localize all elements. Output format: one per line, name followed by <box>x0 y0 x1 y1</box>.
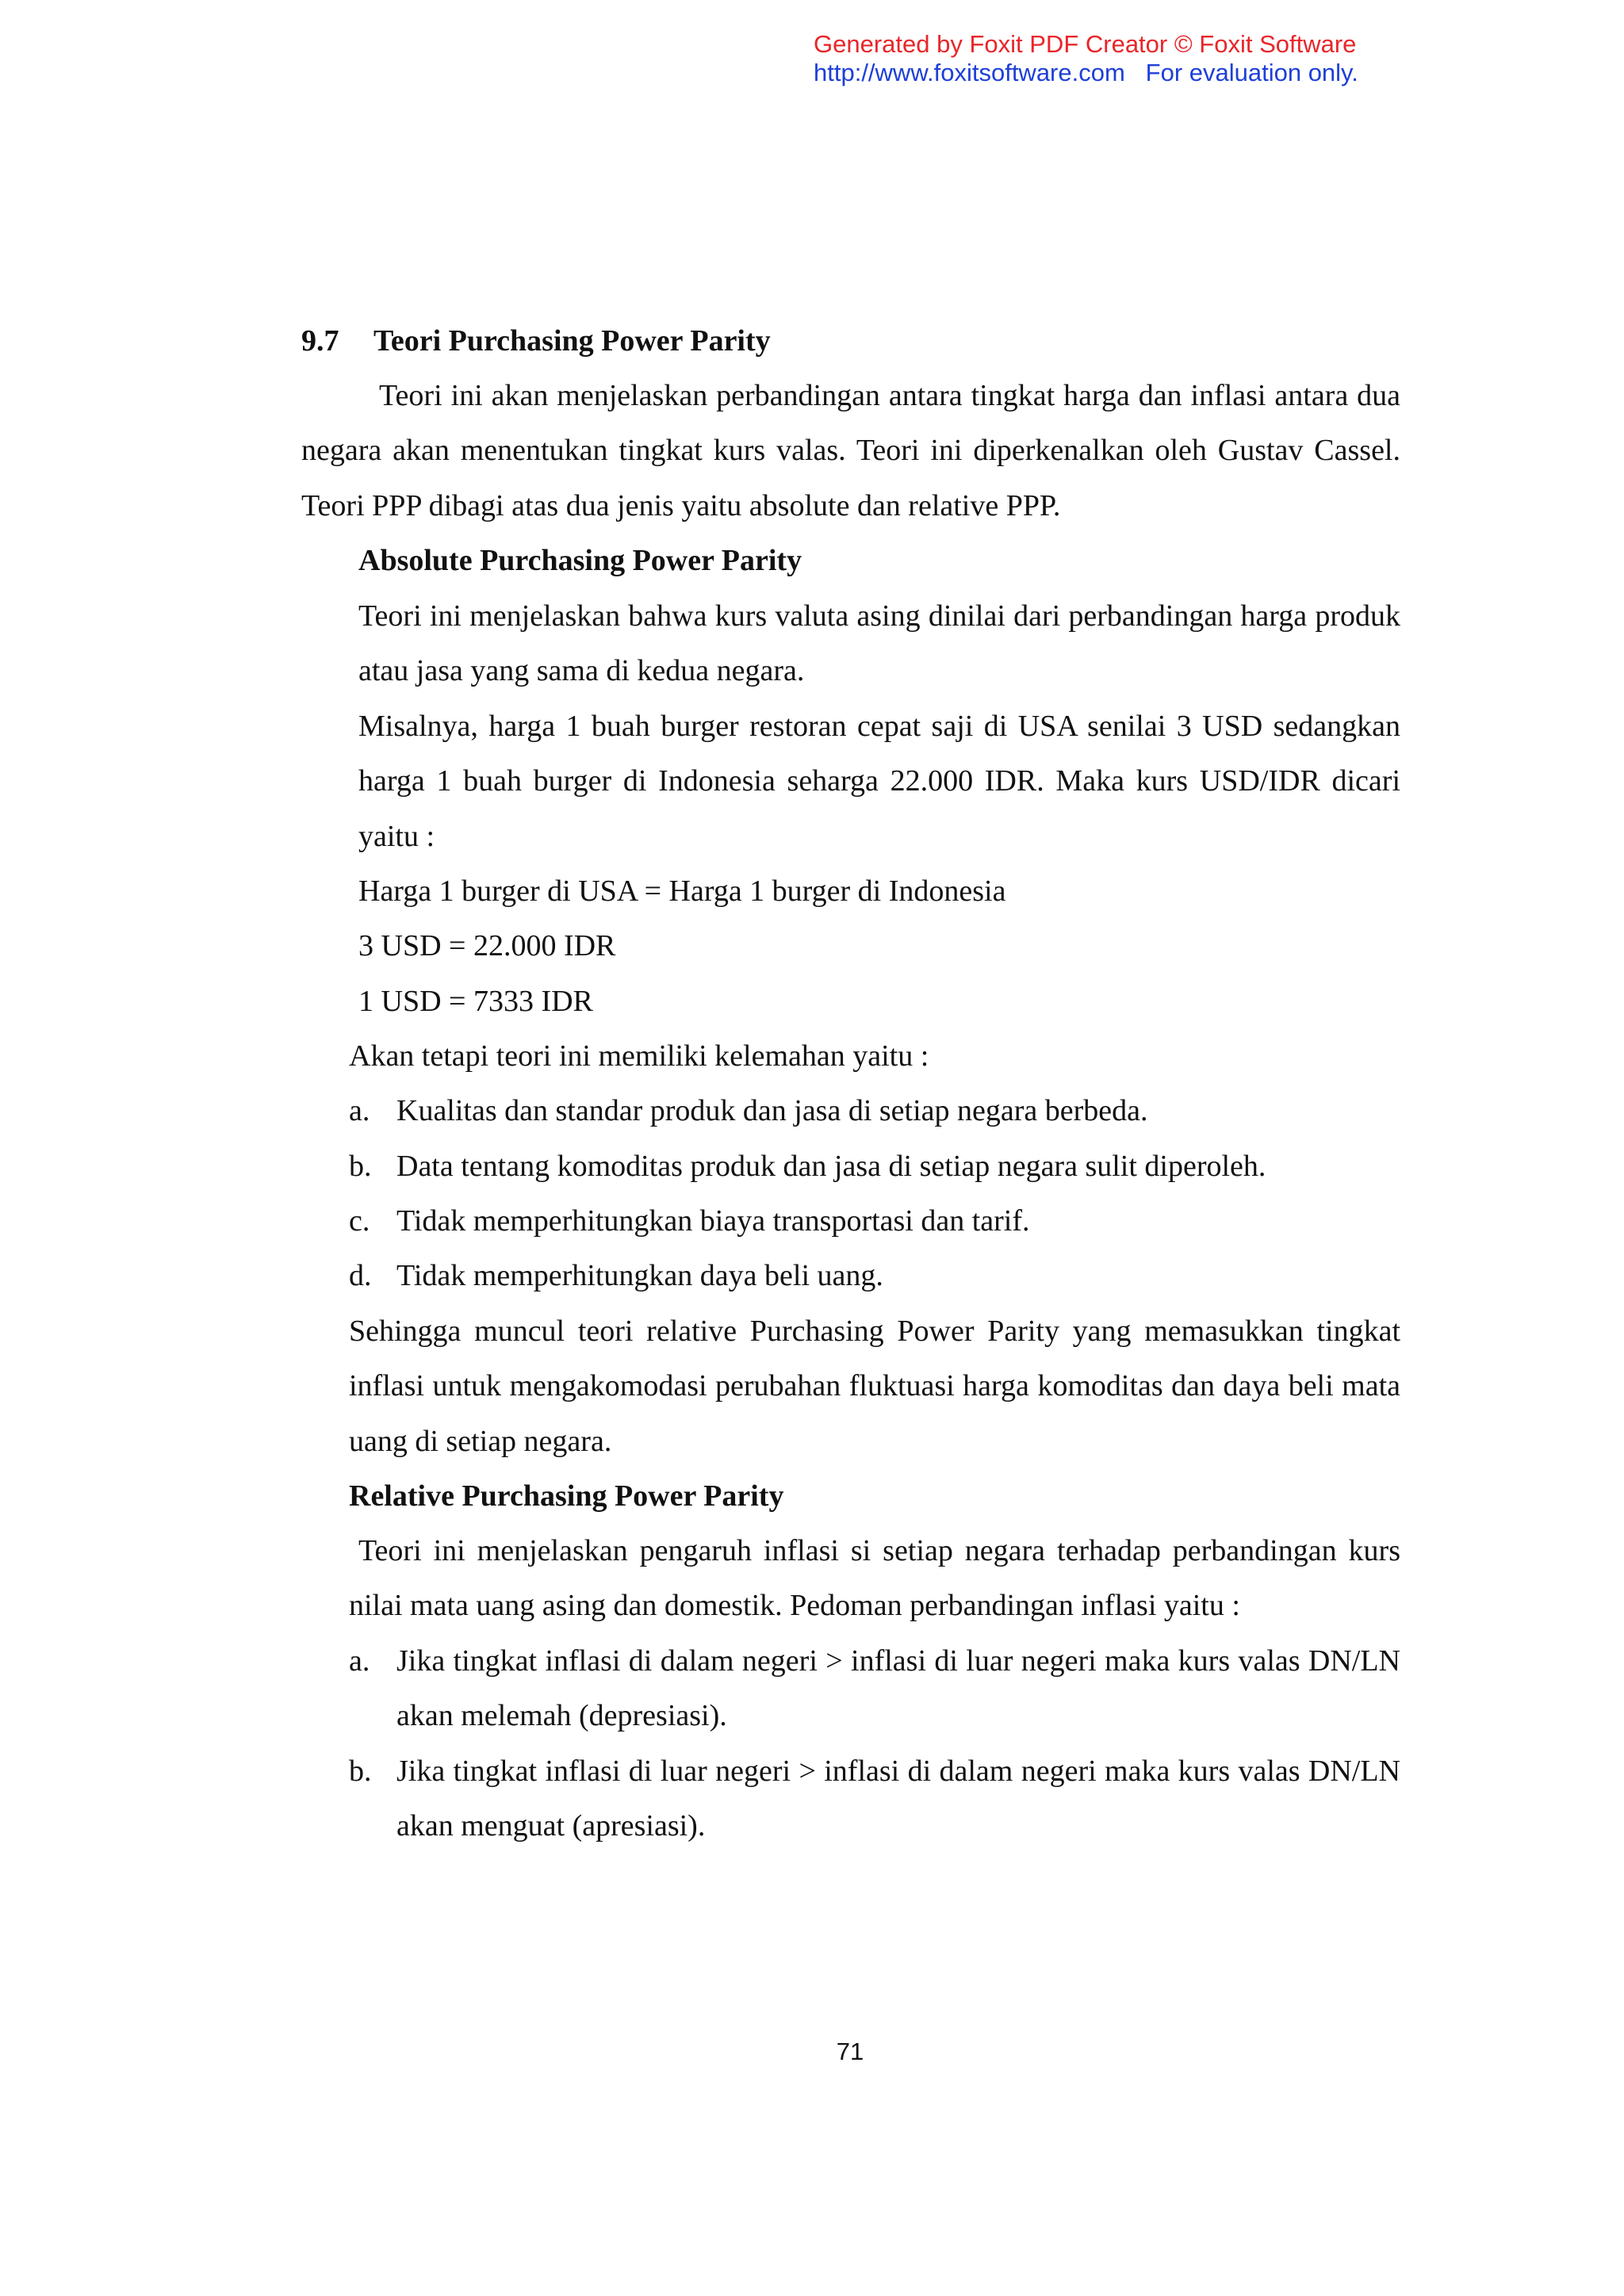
watermark <box>814 30 1607 87</box>
section-heading <box>301 314 771 369</box>
list-item <box>349 1139 1400 1195</box>
weakness-intro: Akan tetapi teori ini memiliki kelemahan yaitu : <box>349 1039 929 1073</box>
absolute-ppp-definition: Teori ini menjelaskan bahwa kurs valuta asing dinilai dari perbandingan harga produk atau jasa yang sama di kedua negara. <box>358 599 1400 688</box>
equation-line: 1 USD = 7333 IDR <box>358 985 593 1018</box>
relative-ppp-heading: Relative Purchasing Power Parity <box>349 1479 784 1513</box>
equation-line: 3 USD = 22.000 IDR <box>358 929 616 962</box>
list-item <box>349 1249 1400 1304</box>
relative-transition-paragraph: Sehingga muncul teori relative Purchasing Power Parity yang memasukkan tingkat inflasi untuk mengakomodasi perubahan fluktuasi harga komoditas dan daya beli mata uang di setiap negara. <box>349 1314 1400 1458</box>
list-text: Jika tingkat inflasi di luar negeri > inflasi di dalam negeri maka kurs valas DN/LN akan menguat (apresiasi). <box>396 1755 1400 1843</box>
list-text: Data tentang komoditas produk dan jasa di setiap negara sulit diperoleh. <box>396 1150 1266 1183</box>
absolute-ppp-heading: Absolute Purchasing Power Parity <box>358 544 802 577</box>
list-marker: b. <box>349 1755 372 1788</box>
list-marker: c. <box>349 1204 370 1238</box>
absolute-ppp-example: Misalnya, harga 1 buah burger restoran cepat saji di USA senilai 3 USD sedangkan harga 1 buah burger di Indonesia seharga 22.000 IDR. Maka kurs USD/IDR dicari yaitu : <box>358 710 1400 853</box>
section-number: 9.7 <box>301 324 339 358</box>
page-number: 71 <box>836 2038 864 2065</box>
list-text: Kualitas dan standar produk dan jasa di setiap negara berbeda. <box>396 1094 1148 1127</box>
list-marker: b. <box>349 1150 372 1183</box>
list-item <box>349 1744 1400 1855</box>
relative-ppp-definition: Teori ini menjelaskan pengaruh inflasi si setiap negara terhadap perbandingan kurs nilai mata uang asing dan domestik. Pedoman perbandingan inflasi yaitu : <box>349 1534 1400 1623</box>
list-marker: d. <box>349 1259 372 1292</box>
watermark-url-text: http://www.foxitsoftware.com For evaluation only. <box>814 59 1358 86</box>
list-text: Tidak memperhitungkan biaya transportasi dan tarif. <box>396 1204 1030 1238</box>
intro-paragraph: Teori ini akan menjelaskan perbandingan antara tingkat harga dan inflasi antara dua negara akan menentukan tingkat kurs valas. Teori ini diperkenalkan oleh Gustav Cassel. Teori PPP dibagi atas dua jenis yaitu absolute dan relative PPP. <box>301 379 1400 522</box>
list-item <box>349 1634 1400 1745</box>
section-title: Teori Purchasing Power Parity <box>373 324 771 358</box>
list-text: Jika tingkat inflasi di dalam negeri > inflasi di luar negeri maka kurs valas DN/LN akan melemah (depresiasi). <box>396 1644 1400 1733</box>
list-item <box>349 1194 1400 1249</box>
watermark-creator-text: Generated by Foxit PDF Creator © Foxit Software <box>814 30 1357 58</box>
list-marker: a. <box>349 1094 370 1127</box>
equation-line: Harga 1 burger di USA = Harga 1 burger di Indonesia <box>358 874 1006 908</box>
list-marker: a. <box>349 1644 370 1678</box>
list-item <box>349 1084 1400 1139</box>
list-text: Tidak memperhitungkan daya beli uang. <box>396 1259 883 1292</box>
